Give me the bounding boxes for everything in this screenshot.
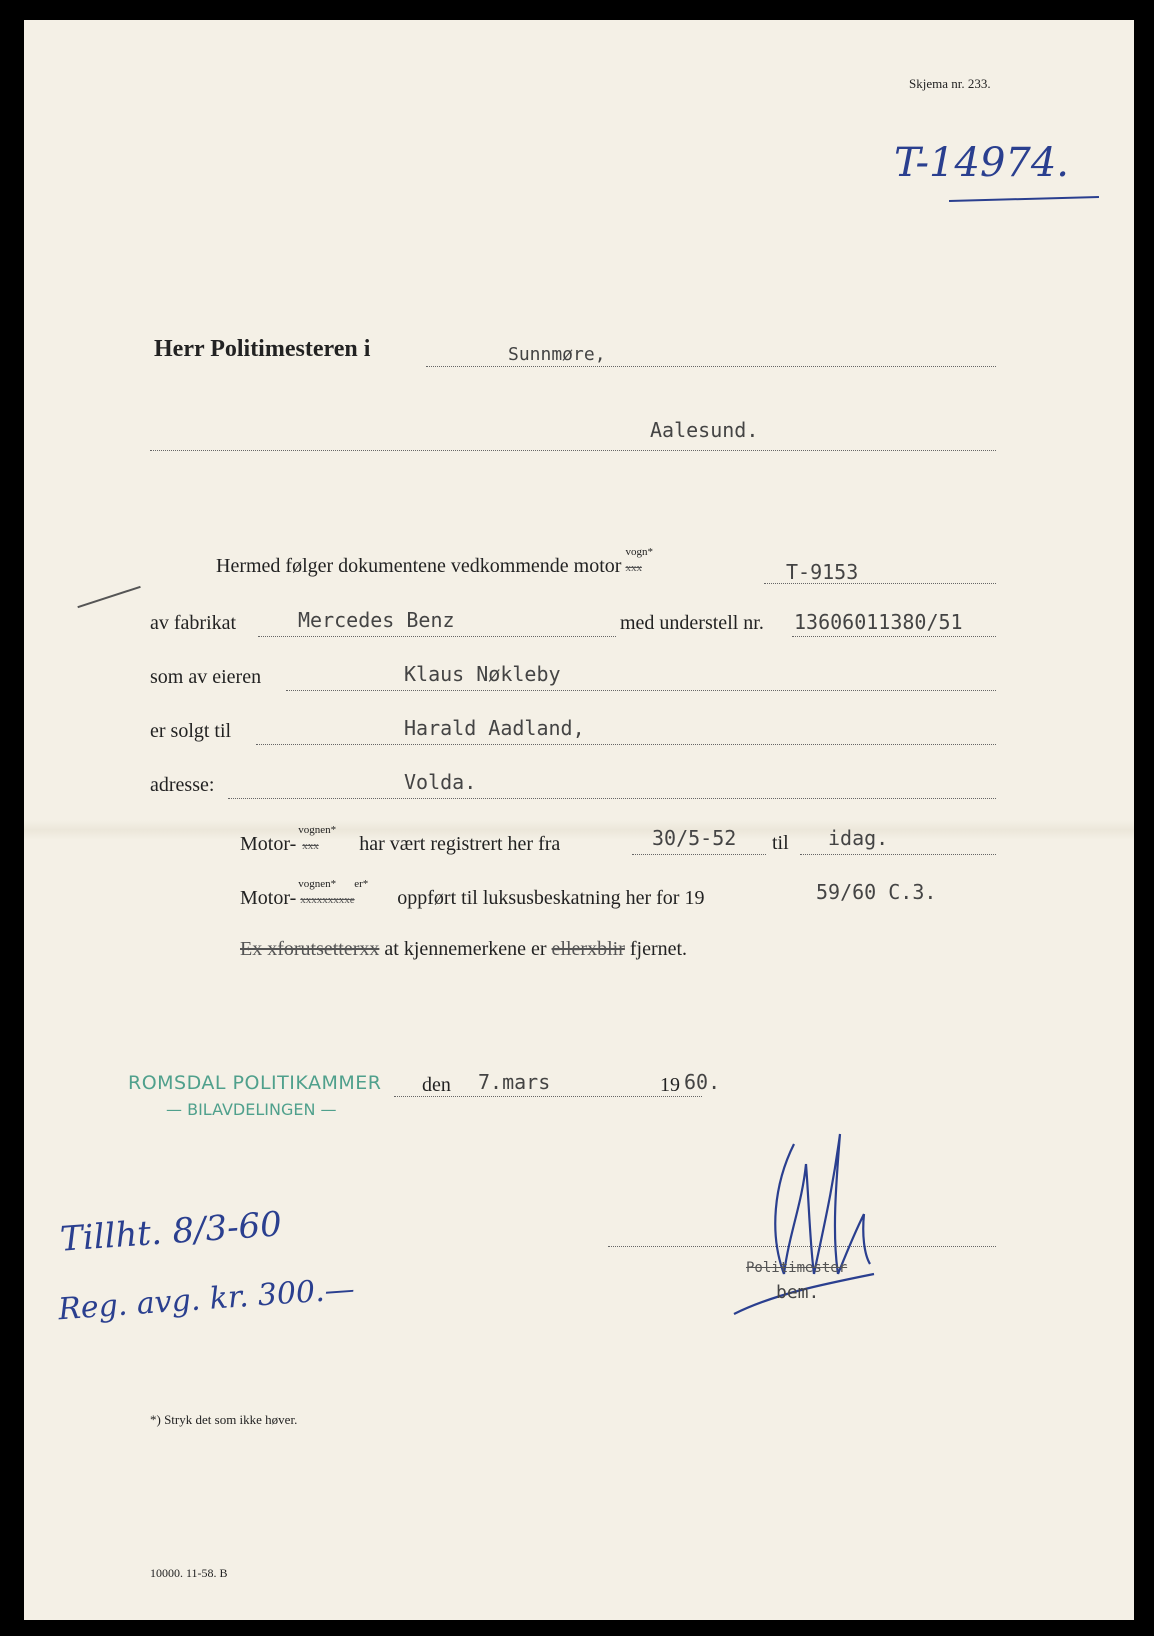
registration-line: Motor- vognen* xxx har vært registrert her fra [240,824,561,855]
owner-value: Klaus Nøkleby [404,662,561,686]
handwritten-note-line2: Reg. avg. kr. 300.— [57,1271,356,1328]
date-year-prefix: 19 [660,1074,680,1096]
police-stamp-line1: ROMSDAL POLITIKAMMER [128,1072,382,1094]
form-number: Skjema nr. 233. [909,76,991,91]
recipient-heading: Herr Politimesteren i [154,336,371,362]
tax-line: Motor- vognen* er* xxxxxxxxxe oppført til luksusbeskatning her for 19 [240,878,705,909]
chassis-label: med understell nr. [620,612,764,634]
footnote: *) Stryk det som ikke høver. [150,1412,298,1427]
chassis-number: 13606011380/51 [794,610,963,634]
registered-to: idag. [828,826,889,850]
buyer-value: Harald Aadland, [404,716,585,740]
intro-text: Hermed følger dokumentene vedkommende motor vogn* xxx [216,546,653,577]
recipient-city: Aalesund. [650,418,759,442]
print-code: 10000. 11-58. B [150,1566,228,1580]
registration-number: T-9153 [786,560,859,584]
date-den-label: den [422,1074,451,1096]
fabrikat-value: Mercedes Benz [298,608,455,632]
owner-label: som av eieren [150,666,262,688]
handwritten-note-line1: Tillht. 8/3-60 [58,1204,284,1260]
police-stamp-line2: — BILAVDELINGEN — [166,1100,337,1119]
document-page [24,20,1134,1620]
address-value: Volda. [404,770,477,794]
til-label: til [772,832,789,854]
address-label: adresse: [150,774,215,796]
signature-bem: bem. [776,1282,820,1303]
tax-year: 59/60 C.3. [816,880,937,904]
date-day: 7.mars [478,1070,551,1094]
margin-mark [77,586,140,608]
date-year-suffix: 60. [684,1070,721,1094]
registered-from: 30/5-52 [652,826,737,850]
plates-line: Ex xforutsetterxx at kjennemerkene er ellerxblir fjernet. [240,938,688,960]
handwritten-reference: T-14974. [894,140,1069,186]
recipient-district: Sunnmøre, [508,344,606,365]
buyer-label: er solgt til [150,720,232,742]
paper-fold [24,820,1134,840]
signature-title-struck: Politimester [746,1260,848,1276]
fabrikat-label: av fabrikat [150,612,237,634]
reference-underline [949,196,1099,202]
